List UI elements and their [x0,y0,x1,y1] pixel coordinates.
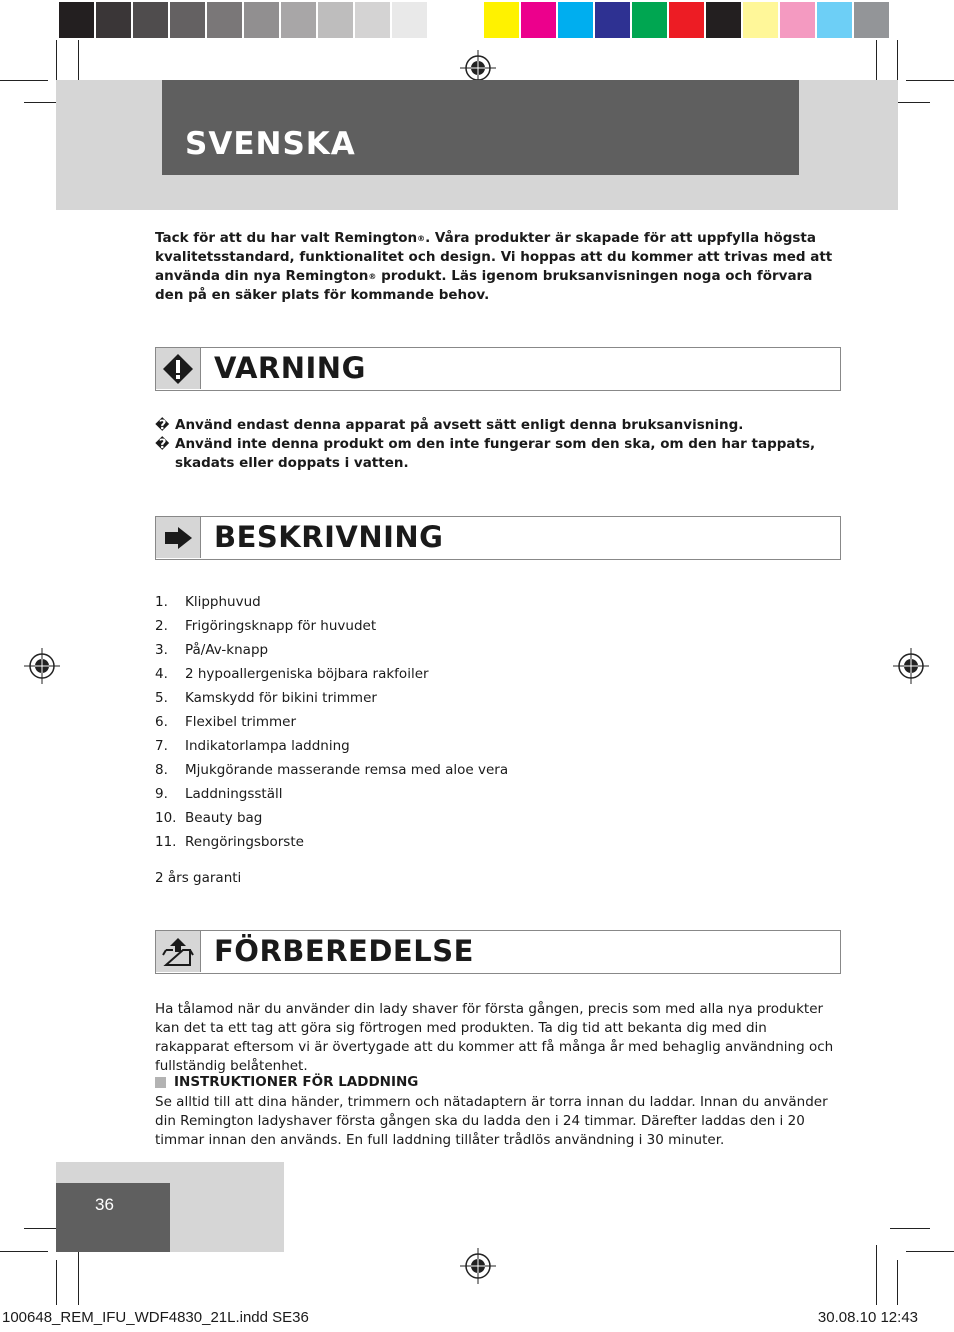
bullet-icon: � [155,437,170,452]
color-swatch [429,2,464,38]
warning-text: Använd endast denna apparat på avsett sätt enligt denna bruksanvisning. [175,417,744,433]
color-swatch [96,2,131,38]
intro-text: produkt. Läs igenom bruksanvisningen noga och förvara den på en säker plats för kommande behov. [155,268,813,303]
registration-mark-icon [893,648,929,684]
box-upload-icon [156,931,201,972]
color-swatch [355,2,390,38]
crop-mark [906,1251,954,1252]
item-number: 5. [155,690,168,706]
registration-mark-icon [24,648,60,684]
list-item [155,662,508,686]
item-text: Flexibel trimmer [185,714,296,730]
intro-paragraph [155,229,845,305]
color-swatch [244,2,279,38]
color-swatch [133,2,168,38]
warranty-text: 2 års garanti [155,870,242,886]
item-text: Kamskydd för bikini trimmer [185,690,377,706]
intro-text: Tack för att du har valt Remington [155,230,418,246]
color-swatch [595,2,630,38]
item-number: 9. [155,786,168,802]
page-title: SVENSKA [185,126,356,162]
print-slug-datetime: 30.08.10 12:43 [817,1309,918,1326]
warning-text: Använd inte denna produkt om den inte fungerar som den ska, om den har tappats, skadats eller doppats i vatten. [175,436,816,471]
color-swatch [706,2,741,38]
list-item [155,416,845,435]
list-item [155,830,508,854]
registration-mark-icon [460,1248,496,1284]
color-swatch [669,2,704,38]
item-text: Beauty bag [185,810,263,826]
color-swatch-row [484,2,889,38]
item-number: 6. [155,714,168,730]
crop-mark [0,1251,48,1252]
bullet-icon: � [155,418,170,433]
subsection-heading [155,1074,418,1090]
item-text: Frigöringsknapp för huvudet [185,618,377,634]
color-swatch [817,2,852,38]
section-header-description [155,516,841,560]
parts-list [155,590,508,854]
charging-paragraph: Se alltid till att dina händer, trimmern och nätadaptern är torra innan du laddar. Innan du använder din Remington ladyshaver första gången ska du ladda den i 24 timmar. Därefter laddas den i 20 timmar innan den används. En full laddning tillåter trådlös användning i 30 minuter. [155,1094,828,1148]
item-text: Klipphuvud [185,594,261,610]
subsection-title: INSTRUKTIONER FÖR LADDNING [174,1074,419,1090]
color-swatch [392,2,427,38]
color-swatch [59,2,94,38]
list-item [155,758,508,782]
crop-mark [0,80,48,81]
crop-mark [56,1260,57,1305]
color-swatch [318,2,353,38]
section-header-preparation [155,930,841,974]
intro-text: . Våra produkter är skapade för att uppfylla högsta kvalitetsstandard, funktionalitet och design. Vi hoppas att du kommer att trivas med att använda din nya Remington [155,230,833,284]
color-swatch [281,2,316,38]
item-text: Laddningsställ [185,786,283,802]
registered-mark: ® [368,272,377,281]
color-swatch [743,2,778,38]
crop-mark [906,80,954,81]
list-item [155,782,508,806]
list-item [155,734,508,758]
list-item [155,614,508,638]
item-number: 3. [155,642,168,658]
item-number: 4. [155,666,168,682]
arrow-right-icon [156,517,201,558]
preparation-paragraph: Ha tålamod när du använder din lady shaver för första gången, precis som med alla nya produkter kan det ta ett tag att göra sig förtrogen med produkten. Ta dig tid att bekanta dig med din rakapparat eftersom vi är övertygade att du kommer att få många år med behaglig användning och fullständig belåtenhet. [155,1001,834,1074]
item-number: 1. [155,594,168,610]
square-bullet-icon [155,1077,166,1088]
color-swatch [558,2,593,38]
list-item [155,806,508,830]
item-number: 11. [155,834,177,850]
gray-swatch-row [59,2,464,38]
page-number-block [56,1183,170,1252]
page-number: 36 [95,1195,114,1214]
crop-mark [876,1245,877,1305]
print-slug-filename: 100648_REM_IFU_WDF4830_21L.indd SE36 [2,1309,309,1326]
item-number: 7. [155,738,168,754]
item-text: Indikatorlampa laddning [185,738,350,754]
crop-mark [78,1245,79,1305]
color-swatch [521,2,556,38]
item-text: Rengöringsborste [185,834,304,850]
registered-mark: ® [417,234,426,243]
item-number: 10. [155,810,177,826]
color-swatch [170,2,205,38]
list-item [155,590,508,614]
section-header-warning [155,347,841,391]
list-item [155,686,508,710]
warning-list [155,416,845,473]
list-item [155,710,508,734]
section-title: VARNING [214,351,366,385]
item-text: På/Av-knapp [185,642,269,658]
warning-icon [156,348,201,389]
section-title: BESKRIVNING [214,520,444,554]
item-text: Mjukgörande masserande remsa med aloe vera [185,762,509,778]
list-item [155,638,508,662]
color-swatch [484,2,519,38]
list-item [155,435,845,473]
item-number: 8. [155,762,168,778]
item-text: 2 hypoallergeniska böjbara rakfoiler [185,666,429,682]
color-swatch [207,2,242,38]
color-swatch [854,2,889,38]
crop-mark [890,1228,930,1229]
item-number: 2. [155,618,168,634]
section-title: FÖRBEREDELSE [214,934,474,968]
color-swatch [632,2,667,38]
color-swatch [780,2,815,38]
crop-mark [897,1260,898,1305]
